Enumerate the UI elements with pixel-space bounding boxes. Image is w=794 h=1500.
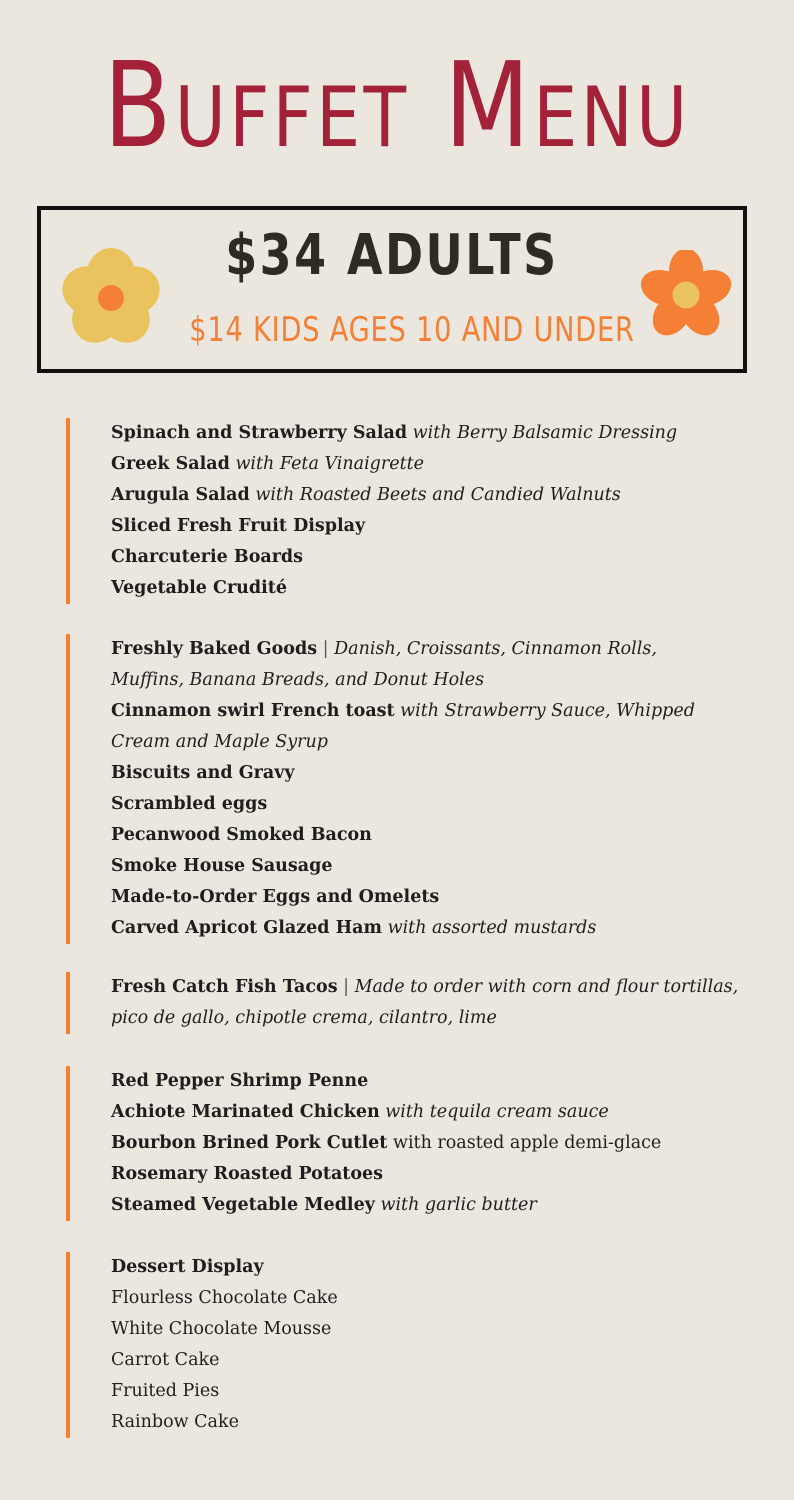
menu-item-description: with Roasted Beets and Candied Walnuts xyxy=(255,485,621,505)
menu-item-name: Greek Salad xyxy=(111,454,230,474)
menu-line xyxy=(111,542,677,573)
menu-line xyxy=(111,634,695,665)
menu-section xyxy=(66,418,677,604)
menu-item-text: Flourless Chocolate Cake xyxy=(111,1288,338,1308)
pricing-box xyxy=(37,206,747,373)
kids-price: $14 KIDS AGES 10 AND UNDER xyxy=(189,310,635,350)
menu-line xyxy=(111,1314,338,1345)
menu-line xyxy=(111,511,677,542)
menu-item-name: Steamed Vegetable Medley xyxy=(111,1195,375,1215)
menu-title: Buffet Menu xyxy=(103,36,691,174)
menu-line xyxy=(111,1252,338,1283)
menu-item-description: with Berry Balsamic Dressing xyxy=(412,423,678,443)
menu-line xyxy=(111,1407,338,1438)
menu-item-description: with tequila cream sauce xyxy=(385,1102,609,1122)
menu-item-description: with Strawberry Sauce, Whipped xyxy=(400,701,695,721)
menu-item-name: Vegetable Crudité xyxy=(111,578,287,598)
menu-line xyxy=(111,727,695,758)
menu-item-description: Made to order with corn and flour tortillas, xyxy=(354,977,739,997)
menu-item-name: Spinach and Strawberry Salad xyxy=(111,423,408,443)
menu-line xyxy=(111,696,695,727)
menu-line xyxy=(111,758,695,789)
menu-item-name: Red Pepper Shrimp Penne xyxy=(111,1071,369,1091)
menu-item-name: Arugula Salad xyxy=(111,485,250,505)
menu-section xyxy=(66,1252,338,1438)
menu-item-name: Scrambled eggs xyxy=(111,794,268,814)
menu-line xyxy=(111,851,695,882)
menu-line xyxy=(111,573,677,604)
menu-line xyxy=(111,1003,738,1034)
adult-price: $34 ADULTS xyxy=(225,223,559,288)
menu-item-text: White Chocolate Mousse xyxy=(111,1319,332,1339)
menu-line xyxy=(111,913,695,944)
menu-item-description: Cream and Maple Syrup xyxy=(111,732,328,752)
menu-item-name: Dessert Display xyxy=(111,1257,264,1277)
menu-item-description: Danish, Croissants, Cinnamon Rolls, xyxy=(334,639,657,659)
separator: | xyxy=(343,977,350,997)
menu-item-description: with garlic butter xyxy=(380,1195,537,1215)
menu-item-text: Fruited Pies xyxy=(111,1381,220,1401)
menu-line xyxy=(111,1066,661,1097)
menu-line xyxy=(111,1190,661,1221)
menu-line xyxy=(111,789,695,820)
menu-item-text: with roasted apple demi-glace xyxy=(392,1133,662,1153)
menu-item-description: Muffins, Banana Breads, and Donut Holes xyxy=(111,670,485,690)
menu-item-name: Sliced Fresh Fruit Display xyxy=(111,516,366,536)
menu-item-name: Bourbon Brined Pork Cutlet xyxy=(111,1133,388,1153)
menu-line xyxy=(111,665,695,696)
menu-line xyxy=(111,449,677,480)
menu-item-name: Charcuterie Boards xyxy=(111,547,304,567)
menu-line xyxy=(111,972,738,1003)
menu-item-name: Smoke House Sausage xyxy=(111,856,333,876)
menu-item-name: Pecanwood Smoked Bacon xyxy=(111,825,372,845)
menu-item-name: Made-to-Order Eggs and Omelets xyxy=(111,887,440,907)
flower-icon-orange xyxy=(641,250,731,340)
menu-item-name: Rosemary Roasted Potatoes xyxy=(111,1164,384,1184)
menu-section xyxy=(66,634,695,944)
menu-line xyxy=(111,1376,338,1407)
menu-item-text: Rainbow Cake xyxy=(111,1412,239,1432)
menu-line xyxy=(111,882,695,913)
menu-line xyxy=(111,1097,661,1128)
menu-item-name: Fresh Catch Fish Tacos xyxy=(111,977,338,997)
menu-section xyxy=(66,1066,661,1221)
menu-line xyxy=(111,1159,661,1190)
menu-line xyxy=(111,480,677,511)
menu-item-name: Cinnamon swirl French toast xyxy=(111,701,395,721)
menu-item-name: Freshly Baked Goods xyxy=(111,639,318,659)
menu-item-text: Carrot Cake xyxy=(111,1350,220,1370)
menu-line xyxy=(111,418,677,449)
menu-line xyxy=(111,820,695,851)
menu-item-name: Biscuits and Gravy xyxy=(111,763,295,783)
menu-section xyxy=(66,972,738,1034)
menu-item-name: Carved Apricot Glazed Ham xyxy=(111,918,383,938)
menu-item-description: with assorted mustards xyxy=(387,918,597,938)
menu-line xyxy=(111,1128,661,1159)
menu-item-description: pico de gallo, chipotle crema, cilantro, lime xyxy=(111,1008,497,1028)
separator: | xyxy=(322,639,329,659)
menu-item-description: with Feta Vinaigrette xyxy=(235,454,425,474)
menu-line xyxy=(111,1283,338,1314)
menu-item-name: Achiote Marinated Chicken xyxy=(111,1102,380,1122)
menu-line xyxy=(111,1345,338,1376)
